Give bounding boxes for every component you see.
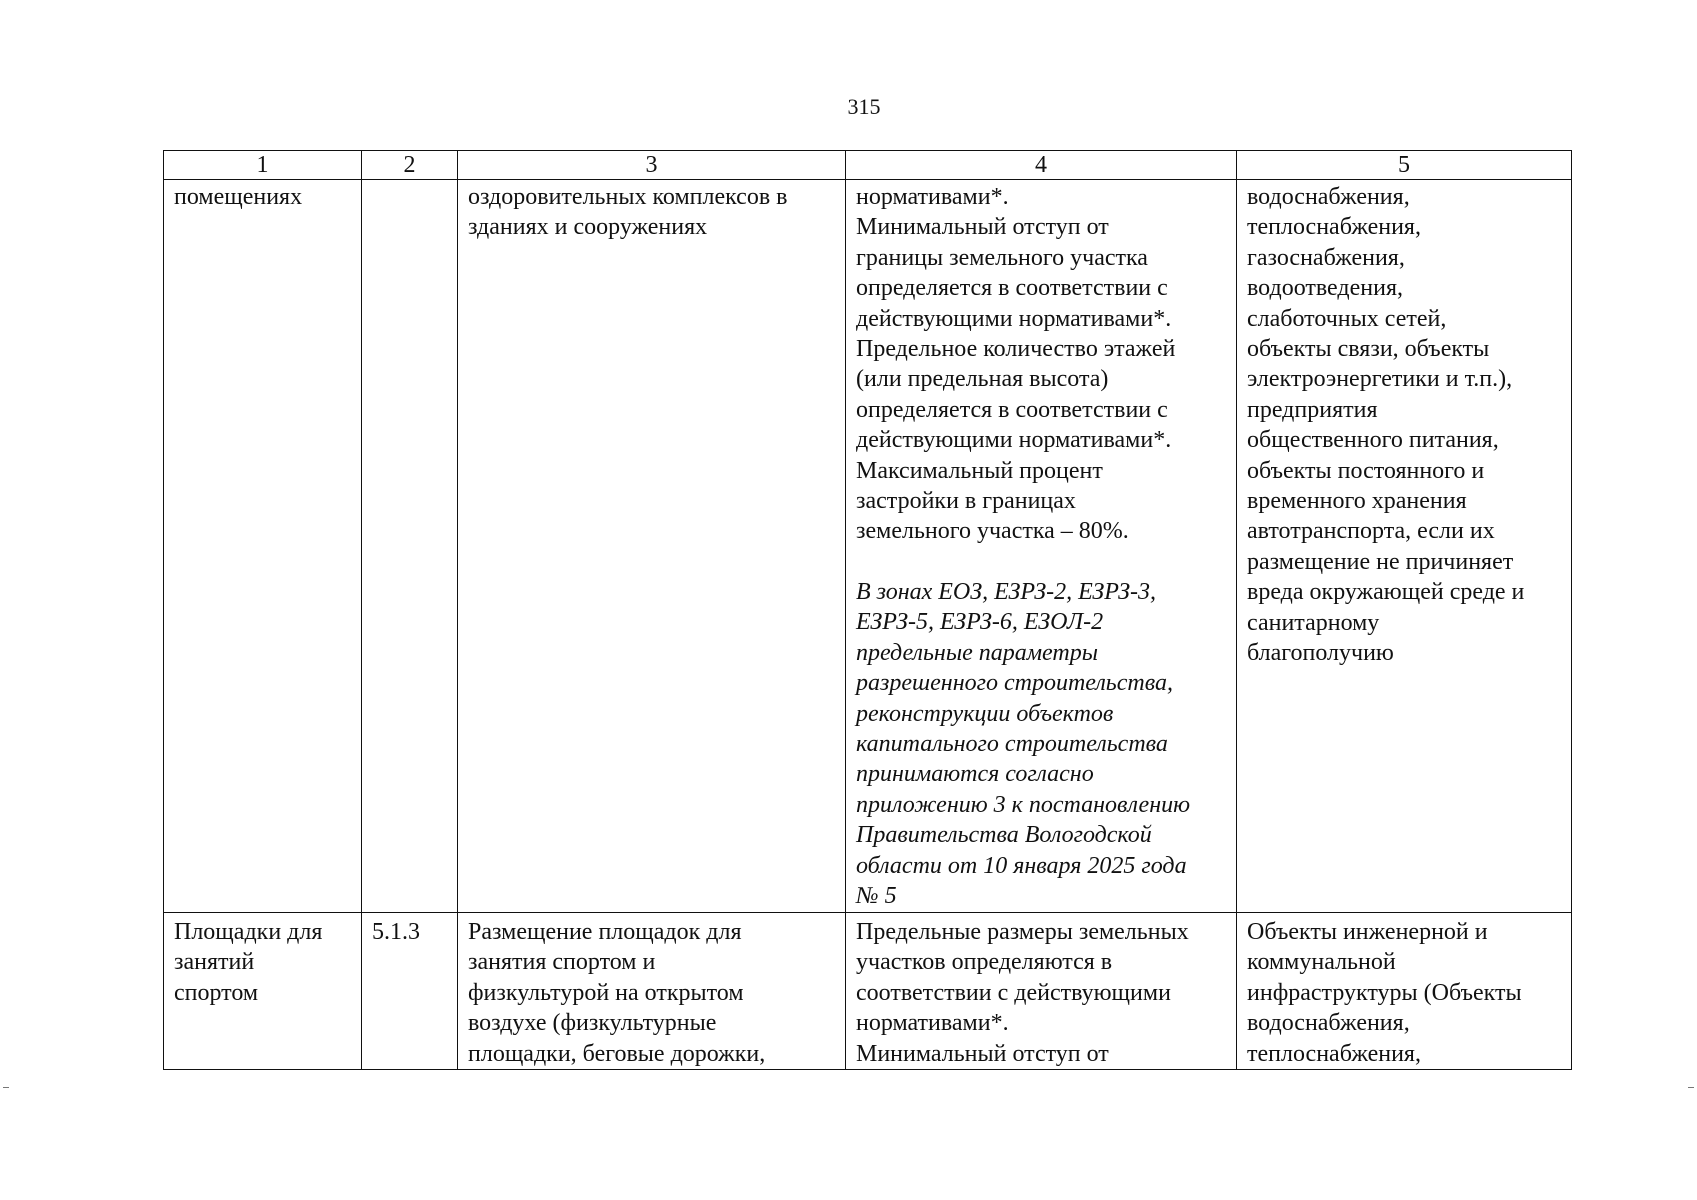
italic-note-line: принимаются согласно — [856, 761, 1094, 788]
text-line: электроэнергетики и т.п.), — [1247, 366, 1513, 393]
text-line: участков определяются в — [856, 949, 1113, 976]
text-line: автотранспорта, если их — [1247, 518, 1495, 545]
header-cell-2: 2 — [362, 151, 458, 180]
text-line: инфраструктуры (Объекты — [1247, 979, 1522, 1006]
italic-note-line: ЕЗРЗ-5, ЕЗРЗ-6, ЕЗОЛ-2 — [856, 609, 1104, 636]
table-row — [164, 180, 1572, 913]
italic-note-line: области от 10 января 2025 года — [856, 852, 1187, 879]
italic-note-line: разрешенного строительства, — [856, 670, 1173, 697]
scan-mark — [3, 1087, 9, 1088]
text-line: слаботочных сетей, — [1247, 305, 1447, 332]
cell-auxiliary-uses — [1237, 913, 1572, 1070]
text-line: благополучию — [1247, 640, 1394, 667]
text-line: определяется в соответствии с — [856, 275, 1168, 302]
text-line: нормативами*. — [856, 1010, 1009, 1037]
zoning-table — [163, 150, 1572, 1070]
text-line: 5.1.3 — [372, 919, 420, 945]
text-line: водоснабжения, — [1247, 184, 1410, 210]
italic-note-line: предельные параметры — [856, 639, 1098, 666]
text-line: занятий — [174, 949, 255, 976]
header-cell-5: 5 — [1237, 151, 1572, 180]
cell-parameters — [846, 180, 1237, 913]
text-line: площадки, беговые дорожки, — [468, 1040, 766, 1067]
text-line: объекты постоянного и — [1247, 457, 1485, 484]
text-line: зданиях и сооружениях — [468, 214, 708, 241]
table-header-row — [164, 151, 1572, 180]
text-line: действующими нормативами*. — [856, 305, 1172, 332]
text-line: спортом — [174, 979, 259, 1006]
cell-code — [362, 180, 458, 913]
italic-note-line: № 5 — [856, 882, 897, 909]
text-line: физкультурой на открытом — [468, 979, 744, 1006]
text-line: временного хранения — [1247, 488, 1467, 515]
italic-note-line: капитального строительства — [856, 730, 1168, 757]
text-line: застройки в границах — [856, 488, 1076, 515]
paragraph-gap — [856, 547, 1226, 577]
cell-auxiliary-uses — [1237, 180, 1572, 913]
text-line: санитарному — [1247, 609, 1380, 636]
cell-code — [362, 913, 458, 1070]
text-line: воздухе (физкультурные — [468, 1010, 717, 1037]
cell-parameters — [846, 913, 1237, 1070]
header-cell-1: 1 — [164, 151, 362, 180]
text-line: границы земельного участка — [856, 244, 1148, 271]
text-line: водоотведения, — [1247, 275, 1403, 302]
text-line: Площадки для — [174, 919, 323, 945]
text-line: предприятия — [1247, 396, 1378, 423]
text-line: (или предельная высота) — [856, 366, 1109, 393]
page-number: 315 — [847, 94, 881, 119]
cell-land-use-name — [164, 180, 362, 913]
text-line: соответствии с действующими — [856, 979, 1171, 1006]
scan-mark — [1688, 1087, 1694, 1088]
text-line: объекты связи, объекты — [1247, 336, 1490, 363]
header-cell-3: 3 — [458, 151, 846, 180]
text-line: Минимальный отступ от — [856, 214, 1109, 241]
cell-description — [458, 913, 846, 1070]
text-line: помещениях — [174, 184, 303, 210]
text-line: коммунальной — [1247, 949, 1396, 976]
italic-note-line: приложению 3 к постановлению — [856, 791, 1191, 818]
text-line: Минимальный отступ от — [856, 1040, 1109, 1067]
cell-land-use-name — [164, 913, 362, 1070]
text-line: газоснабжения, — [1247, 244, 1405, 271]
italic-note-line: реконструкции объектов — [856, 700, 1114, 727]
text-line: Размещение площадок для — [468, 919, 742, 945]
cell-description — [458, 180, 846, 913]
text-line: определяется в соответствии с — [856, 396, 1168, 423]
text-line: теплоснабжения, — [1247, 1040, 1421, 1067]
italic-note-line: Правительства Вологодской — [856, 822, 1152, 849]
text-line: занятия спортом и — [468, 949, 656, 976]
text-line: действующими нормативами*. — [856, 427, 1172, 454]
text-line: нормативами*. — [856, 184, 1009, 210]
text-line: теплоснабжения, — [1247, 214, 1421, 241]
italic-note-line: В зонах ЕОЗ, ЕЗРЗ-2, ЕЗРЗ-3, — [856, 578, 1157, 605]
text-line: Максимальный процент — [856, 457, 1103, 484]
text-line: Объекты инженерной и — [1247, 919, 1488, 945]
text-line: Предельные размеры земельных — [856, 919, 1189, 945]
table-row — [164, 913, 1572, 1070]
text-line: общественного питания, — [1247, 427, 1499, 454]
text-line: водоснабжения, — [1247, 1010, 1410, 1037]
text-line: Предельное количество этажей — [856, 336, 1176, 363]
text-line: земельного участка – 80%. — [856, 518, 1129, 545]
header-cell-4: 4 — [846, 151, 1237, 180]
text-line: вреда окружающей среде и — [1247, 579, 1525, 606]
text-line: оздоровительных комплексов в — [468, 184, 788, 210]
text-line: размещение не причиняет — [1247, 548, 1514, 575]
